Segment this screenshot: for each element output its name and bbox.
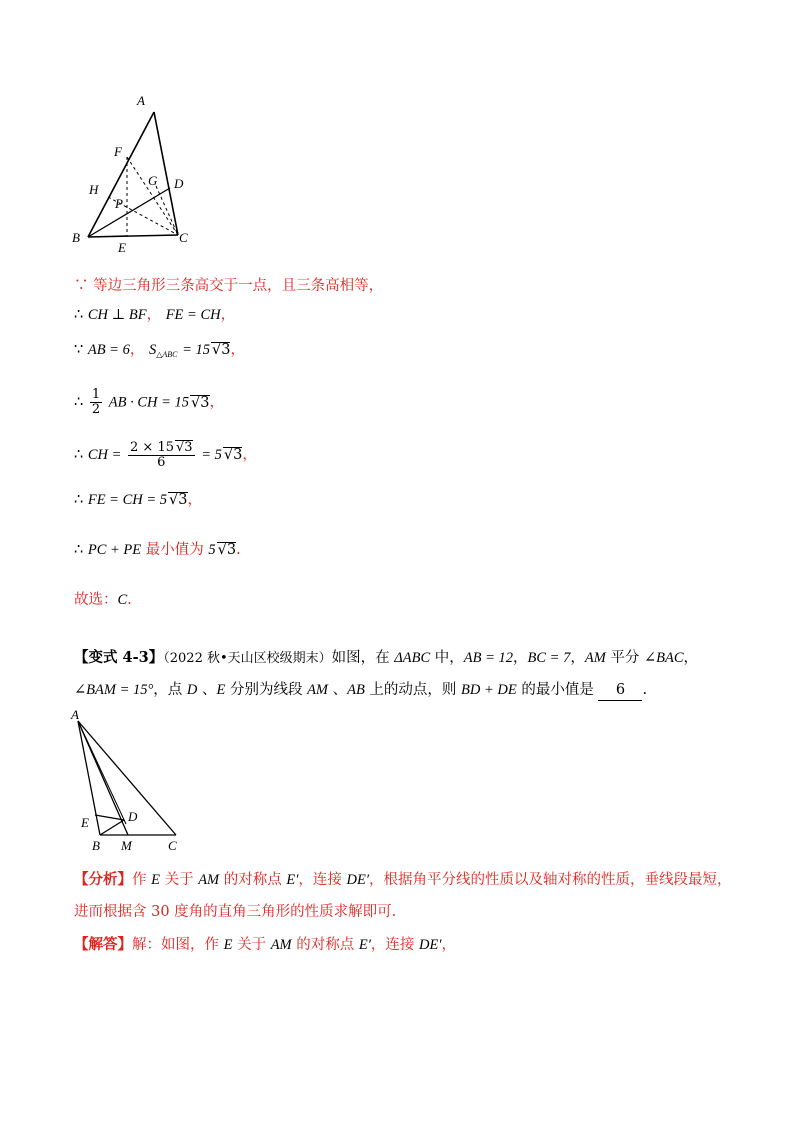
problem-tag: 【变式 4-3】: [74, 649, 164, 666]
sqrt-sign: √3: [212, 342, 231, 358]
label-G: G: [148, 173, 158, 188]
label-C: C: [179, 230, 188, 245]
analysis-line2: 进而根据含 30 度角的直角三角形的性质求解即可.: [74, 904, 397, 920]
answer-tag: 【解答】: [74, 936, 132, 953]
analysis-line1: 【分析】作 E 关于 AM 的对称点 E′，连接 DE′，根据角平分线的性质以及轴对称的性质，垂线段最短，: [74, 871, 732, 888]
solution1-line7: ∴ PC + PE 最小值为 5 √3.: [74, 542, 241, 558]
figure-1-triangle: [60, 90, 210, 255]
solution1-line6: ∴ FE = CH = 5 √3，: [74, 492, 203, 508]
analysis-tag: 【分析】: [74, 871, 132, 888]
label-E: E: [118, 240, 126, 255]
solution1-line1: ∵ 等边三角形三条高交于一点，且三条高相等，: [74, 278, 384, 294]
label-A: A: [137, 93, 145, 108]
fraction-half: $\frac{1}{2}$: [91, 387, 101, 417]
label-B2: B: [92, 838, 100, 853]
solution1-line5: ∴ CH = $\frac{2 \times 15 √3}{6}$ = 5 √3，: [74, 440, 257, 470]
label-E2: E: [81, 815, 89, 830]
solution1-choice: 故选：C.: [74, 592, 132, 608]
solution1-line3: ∵ AB = 6， $S_{\triangle ABC} = 15$ √3，: [74, 342, 245, 359]
label-M2: M: [121, 838, 132, 853]
label-H: H: [89, 182, 99, 197]
label-F: F: [114, 144, 122, 159]
label-B: B: [72, 230, 80, 245]
label-D: D: [174, 176, 184, 191]
label-C2: C: [168, 838, 177, 853]
solution1-line4: ∴ $\frac{1}{2}$ AB · CH = 15 √3，: [74, 387, 224, 417]
label-D2: D: [128, 809, 138, 824]
label-P: P: [115, 196, 123, 211]
label-A2: A: [71, 707, 79, 722]
figure-2-triangle: [68, 705, 198, 855]
problem-line1: 【变式 4-3】（2022 秋•天山区校级期末）如图，在 ΔABC 中，AB = 12，BC = 7，AM 平分 ∠BAC，: [74, 649, 699, 666]
problem-line2: ∠BAM = 15°，点 D 、E 分别为线段 AM 、AB 上的动点，则 BD + DE 的最小值是 6 .: [74, 680, 647, 701]
solution1-line2: ∴ CH ⊥ BF， FE = CH，: [74, 307, 236, 323]
answer-blank: 6: [598, 680, 642, 701]
answer-line1: 【解答】解：如图，作 E 关于 AM 的对称点 E′，连接 DE′，: [74, 936, 456, 953]
fraction-ch: $\frac{2 \times 15 √3}{6}$: [130, 440, 193, 470]
